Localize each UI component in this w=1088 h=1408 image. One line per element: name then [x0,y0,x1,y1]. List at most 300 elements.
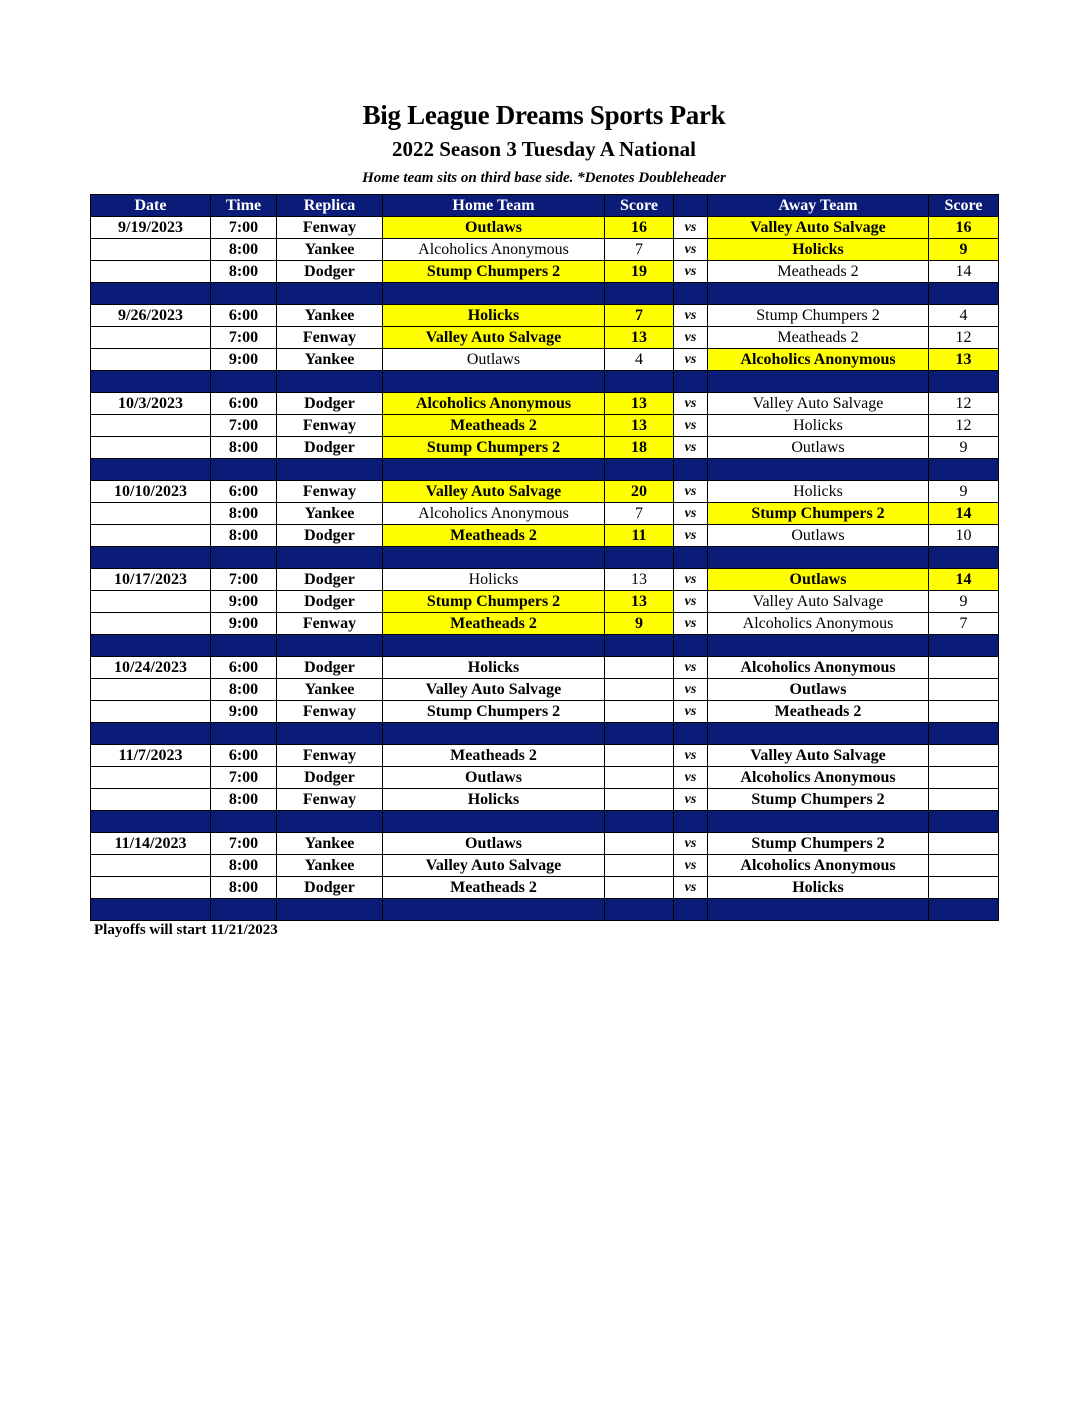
time-cell: 6:00 [211,481,277,503]
away-score-cell [929,833,999,855]
table-row [91,767,999,789]
home-score-cell [605,745,674,767]
away-score-cell [929,767,999,789]
time-cell: 7:00 [211,569,277,591]
home-team-cell: Outlaws [383,349,605,371]
week-separator-row [91,723,999,745]
away-score-cell [929,745,999,767]
separator-cell [91,283,211,305]
home-team-cell: Alcoholics Anonymous [383,239,605,261]
home-score-cell: 13 [605,327,674,349]
away-score-cell: 10 [929,525,999,547]
time-cell: 8:00 [211,525,277,547]
date-cell: 9/19/2023 [91,217,211,239]
home-team-cell: Valley Auto Salvage [383,327,605,349]
away-team-cell: Meatheads 2 [708,261,929,283]
home-team-cell: Meatheads 2 [383,613,605,635]
table-row [91,657,999,679]
separator-cell [277,723,383,745]
separator-cell [605,283,674,305]
date-cell [91,327,211,349]
away-team-cell: Meatheads 2 [708,701,929,723]
away-team-cell: Alcoholics Anonymous [708,349,929,371]
time-cell: 7:00 [211,833,277,855]
replica-cell: Yankee [277,239,383,261]
header-home-score: Score [605,195,674,217]
separator-cell [211,371,277,393]
separator-cell [708,899,929,921]
separator-cell [708,635,929,657]
separator-cell [91,811,211,833]
playoffs-note: Playoffs will start 11/21/2023 [94,922,278,938]
date-cell [91,591,211,613]
table-row [91,855,999,877]
home-score-cell [605,679,674,701]
separator-cell [605,723,674,745]
time-cell: 8:00 [211,261,277,283]
away-score-cell: 9 [929,437,999,459]
away-team-cell: Outlaws [708,525,929,547]
replica-cell: Dodger [277,569,383,591]
vs-cell: vs [674,657,708,679]
away-team-cell: Outlaws [708,679,929,701]
date-cell [91,789,211,811]
home-score-cell: 13 [605,569,674,591]
replica-cell: Dodger [277,657,383,679]
date-cell [91,239,211,261]
replica-cell: Dodger [277,767,383,789]
separator-cell [929,635,999,657]
date-cell [91,261,211,283]
away-team-cell: Meatheads 2 [708,327,929,349]
separator-cell [929,283,999,305]
separator-cell [605,899,674,921]
table-row [91,503,999,525]
home-score-cell: 7 [605,239,674,261]
home-score-cell: 9 [605,613,674,635]
table-row [91,789,999,811]
date-cell [91,349,211,371]
time-cell: 9:00 [211,613,277,635]
away-team-cell: Valley Auto Salvage [708,393,929,415]
vs-cell: vs [674,833,708,855]
vs-cell: vs [674,239,708,261]
separator-cell [605,547,674,569]
home-team-cell: Stump Chumpers 2 [383,701,605,723]
separator-cell [277,899,383,921]
separator-cell [277,811,383,833]
home-score-cell: 18 [605,437,674,459]
date-cell: 10/10/2023 [91,481,211,503]
time-cell: 9:00 [211,701,277,723]
time-cell: 8:00 [211,855,277,877]
header-vs [674,195,708,217]
vs-cell: vs [674,569,708,591]
replica-cell: Dodger [277,525,383,547]
time-cell: 7:00 [211,327,277,349]
table-row [91,569,999,591]
replica-cell: Dodger [277,877,383,899]
date-cell: 11/7/2023 [91,745,211,767]
table-row [91,481,999,503]
table-row [91,525,999,547]
date-cell: 10/3/2023 [91,393,211,415]
away-team-cell: Holicks [708,877,929,899]
replica-cell: Fenway [277,701,383,723]
replica-cell: Dodger [277,393,383,415]
away-team-cell: Stump Chumpers 2 [708,305,929,327]
date-cell: 10/17/2023 [91,569,211,591]
home-score-cell [605,877,674,899]
separator-cell [211,723,277,745]
schedule-table [90,194,999,921]
home-team-note: Home team sits on third base side. *Denotes Doubleheader [362,170,726,186]
page-subtitle: 2022 Season 3 Tuesday A National [391,137,696,161]
home-team-cell: Holicks [383,789,605,811]
date-cell [91,613,211,635]
home-score-cell: 4 [605,349,674,371]
header-time: Time [211,195,277,217]
vs-cell: vs [674,679,708,701]
week-separator-row [91,635,999,657]
home-team-cell: Outlaws [383,833,605,855]
away-team-cell: Outlaws [708,569,929,591]
replica-cell: Fenway [277,789,383,811]
separator-cell [708,459,929,481]
separator-cell [383,723,605,745]
away-team-cell: Outlaws [708,437,929,459]
time-cell: 6:00 [211,745,277,767]
separator-cell [708,811,929,833]
home-score-cell: 13 [605,393,674,415]
away-score-cell: 9 [929,591,999,613]
separator-cell [383,635,605,657]
week-separator-row [91,547,999,569]
replica-cell: Yankee [277,679,383,701]
time-cell: 6:00 [211,393,277,415]
date-cell [91,877,211,899]
table-row [91,437,999,459]
home-score-cell [605,701,674,723]
date-cell [91,767,211,789]
date-cell [91,525,211,547]
home-team-cell: Alcoholics Anonymous [383,393,605,415]
replica-cell: Yankee [277,855,383,877]
week-separator-row [91,811,999,833]
separator-cell [605,459,674,481]
table-row [91,349,999,371]
replica-cell: Dodger [277,437,383,459]
home-team-cell: Outlaws [383,217,605,239]
vs-cell: vs [674,855,708,877]
replica-cell: Dodger [277,591,383,613]
week-separator-row [91,899,999,921]
time-cell: 8:00 [211,503,277,525]
away-team-cell: Alcoholics Anonymous [708,855,929,877]
away-score-cell: 14 [929,503,999,525]
separator-cell [383,459,605,481]
time-cell: 9:00 [211,349,277,371]
separator-cell [211,547,277,569]
separator-cell [929,723,999,745]
table-row [91,591,999,613]
separator-cell [91,635,211,657]
time-cell: 6:00 [211,305,277,327]
table-row [91,305,999,327]
home-score-cell: 13 [605,415,674,437]
time-cell: 7:00 [211,415,277,437]
away-team-cell: Holicks [708,415,929,437]
vs-cell: vs [674,525,708,547]
vs-cell: vs [674,591,708,613]
home-score-cell [605,855,674,877]
table-row [91,239,999,261]
separator-cell [674,635,708,657]
vs-cell: vs [674,877,708,899]
table-row [91,833,999,855]
separator-cell [277,459,383,481]
separator-cell [91,547,211,569]
replica-cell: Fenway [277,327,383,349]
separator-cell [211,811,277,833]
home-team-cell: Valley Auto Salvage [383,679,605,701]
week-separator-row [91,283,999,305]
time-cell: 7:00 [211,767,277,789]
away-team-cell: Alcoholics Anonymous [708,657,929,679]
home-team-cell: Holicks [383,305,605,327]
table-row [91,745,999,767]
date-cell [91,503,211,525]
separator-cell [383,283,605,305]
separator-cell [277,283,383,305]
vs-cell: vs [674,261,708,283]
away-score-cell: 13 [929,349,999,371]
away-team-cell: Stump Chumpers 2 [708,789,929,811]
home-score-cell: 20 [605,481,674,503]
away-team-cell: Alcoholics Anonymous [708,613,929,635]
vs-cell: vs [674,327,708,349]
separator-cell [674,811,708,833]
away-score-cell: 4 [929,305,999,327]
separator-cell [708,283,929,305]
vs-cell: vs [674,613,708,635]
home-score-cell: 7 [605,503,674,525]
home-score-cell [605,767,674,789]
home-team-cell: Stump Chumpers 2 [383,261,605,283]
table-row [91,613,999,635]
table-row [91,217,999,239]
separator-cell [211,899,277,921]
separator-cell [708,723,929,745]
separator-cell [91,899,211,921]
away-team-cell: Holicks [708,239,929,261]
vs-cell: vs [674,217,708,239]
page-title: Big League Dreams Sports Park [362,100,726,130]
date-cell: 11/14/2023 [91,833,211,855]
separator-cell [383,899,605,921]
table-header-row [91,195,999,217]
away-score-cell [929,877,999,899]
away-score-cell [929,855,999,877]
home-team-cell: Meatheads 2 [383,877,605,899]
table-row [91,327,999,349]
away-team-cell: Alcoholics Anonymous [708,767,929,789]
table-row [91,877,999,899]
separator-cell [674,723,708,745]
away-team-cell: Valley Auto Salvage [708,217,929,239]
separator-cell [929,899,999,921]
vs-cell: vs [674,503,708,525]
home-score-cell [605,833,674,855]
vs-cell: vs [674,481,708,503]
separator-cell [91,371,211,393]
home-score-cell: 19 [605,261,674,283]
separator-cell [929,811,999,833]
time-cell: 8:00 [211,437,277,459]
home-team-cell: Stump Chumpers 2 [383,437,605,459]
vs-cell: vs [674,789,708,811]
home-team-cell: Holicks [383,569,605,591]
date-cell [91,415,211,437]
away-score-cell: 12 [929,327,999,349]
separator-cell [211,459,277,481]
time-cell: 8:00 [211,789,277,811]
home-team-cell: Holicks [383,657,605,679]
away-score-cell: 12 [929,415,999,437]
separator-cell [277,635,383,657]
time-cell: 8:00 [211,877,277,899]
away-team-cell: Valley Auto Salvage [708,591,929,613]
table-row [91,261,999,283]
vs-cell: vs [674,415,708,437]
header-home-team: Home Team [383,195,605,217]
away-score-cell [929,701,999,723]
replica-cell: Yankee [277,503,383,525]
vs-cell: vs [674,767,708,789]
date-cell [91,679,211,701]
replica-cell: Yankee [277,305,383,327]
away-score-cell: 12 [929,393,999,415]
home-score-cell: 16 [605,217,674,239]
replica-cell: Fenway [277,217,383,239]
week-separator-row [91,459,999,481]
date-cell: 9/26/2023 [91,305,211,327]
home-team-cell: Meatheads 2 [383,415,605,437]
separator-cell [674,459,708,481]
separator-cell [91,459,211,481]
away-score-cell: 9 [929,239,999,261]
away-team-cell: Valley Auto Salvage [708,745,929,767]
away-score-cell: 14 [929,261,999,283]
separator-cell [91,723,211,745]
away-score-cell [929,657,999,679]
time-cell: 6:00 [211,657,277,679]
away-team-cell: Stump Chumpers 2 [708,833,929,855]
table-row [91,415,999,437]
replica-cell: Dodger [277,261,383,283]
separator-cell [277,371,383,393]
separator-cell [605,635,674,657]
vs-cell: vs [674,393,708,415]
away-score-cell: 14 [929,569,999,591]
separator-cell [277,547,383,569]
time-cell: 8:00 [211,679,277,701]
separator-cell [674,371,708,393]
date-cell [91,855,211,877]
away-score-cell: 9 [929,481,999,503]
home-score-cell: 7 [605,305,674,327]
replica-cell: Fenway [277,745,383,767]
home-team-cell: Alcoholics Anonymous [383,503,605,525]
away-team-cell: Holicks [708,481,929,503]
home-score-cell: 13 [605,591,674,613]
separator-cell [674,547,708,569]
away-score-cell: 16 [929,217,999,239]
replica-cell: Fenway [277,613,383,635]
time-cell: 7:00 [211,217,277,239]
home-team-cell: Valley Auto Salvage [383,481,605,503]
separator-cell [929,459,999,481]
home-team-cell: Outlaws [383,767,605,789]
away-team-cell: Stump Chumpers 2 [708,503,929,525]
separator-cell [708,371,929,393]
separator-cell [211,635,277,657]
date-cell [91,437,211,459]
separator-cell [605,811,674,833]
home-score-cell [605,657,674,679]
vs-cell: vs [674,701,708,723]
header-away-team: Away Team [708,195,929,217]
away-score-cell [929,789,999,811]
replica-cell: Yankee [277,349,383,371]
date-cell [91,701,211,723]
vs-cell: vs [674,305,708,327]
home-score-cell: 11 [605,525,674,547]
home-team-cell: Valley Auto Salvage [383,855,605,877]
header-away-score: Score [929,195,999,217]
week-separator-row [91,371,999,393]
time-cell: 9:00 [211,591,277,613]
header-replica: Replica [277,195,383,217]
vs-cell: vs [674,745,708,767]
header-date: Date [91,195,211,217]
table-row [91,393,999,415]
separator-cell [929,371,999,393]
separator-cell [383,811,605,833]
away-score-cell [929,679,999,701]
separator-cell [708,547,929,569]
vs-cell: vs [674,349,708,371]
date-cell: 10/24/2023 [91,657,211,679]
home-score-cell [605,789,674,811]
separator-cell [929,547,999,569]
replica-cell: Fenway [277,481,383,503]
separator-cell [383,371,605,393]
separator-cell [383,547,605,569]
table-row [91,679,999,701]
separator-cell [211,283,277,305]
replica-cell: Yankee [277,833,383,855]
replica-cell: Fenway [277,415,383,437]
home-team-cell: Stump Chumpers 2 [383,591,605,613]
home-team-cell: Meatheads 2 [383,745,605,767]
away-score-cell: 7 [929,613,999,635]
separator-cell [674,283,708,305]
separator-cell [605,371,674,393]
separator-cell [674,899,708,921]
home-team-cell: Meatheads 2 [383,525,605,547]
vs-cell: vs [674,437,708,459]
